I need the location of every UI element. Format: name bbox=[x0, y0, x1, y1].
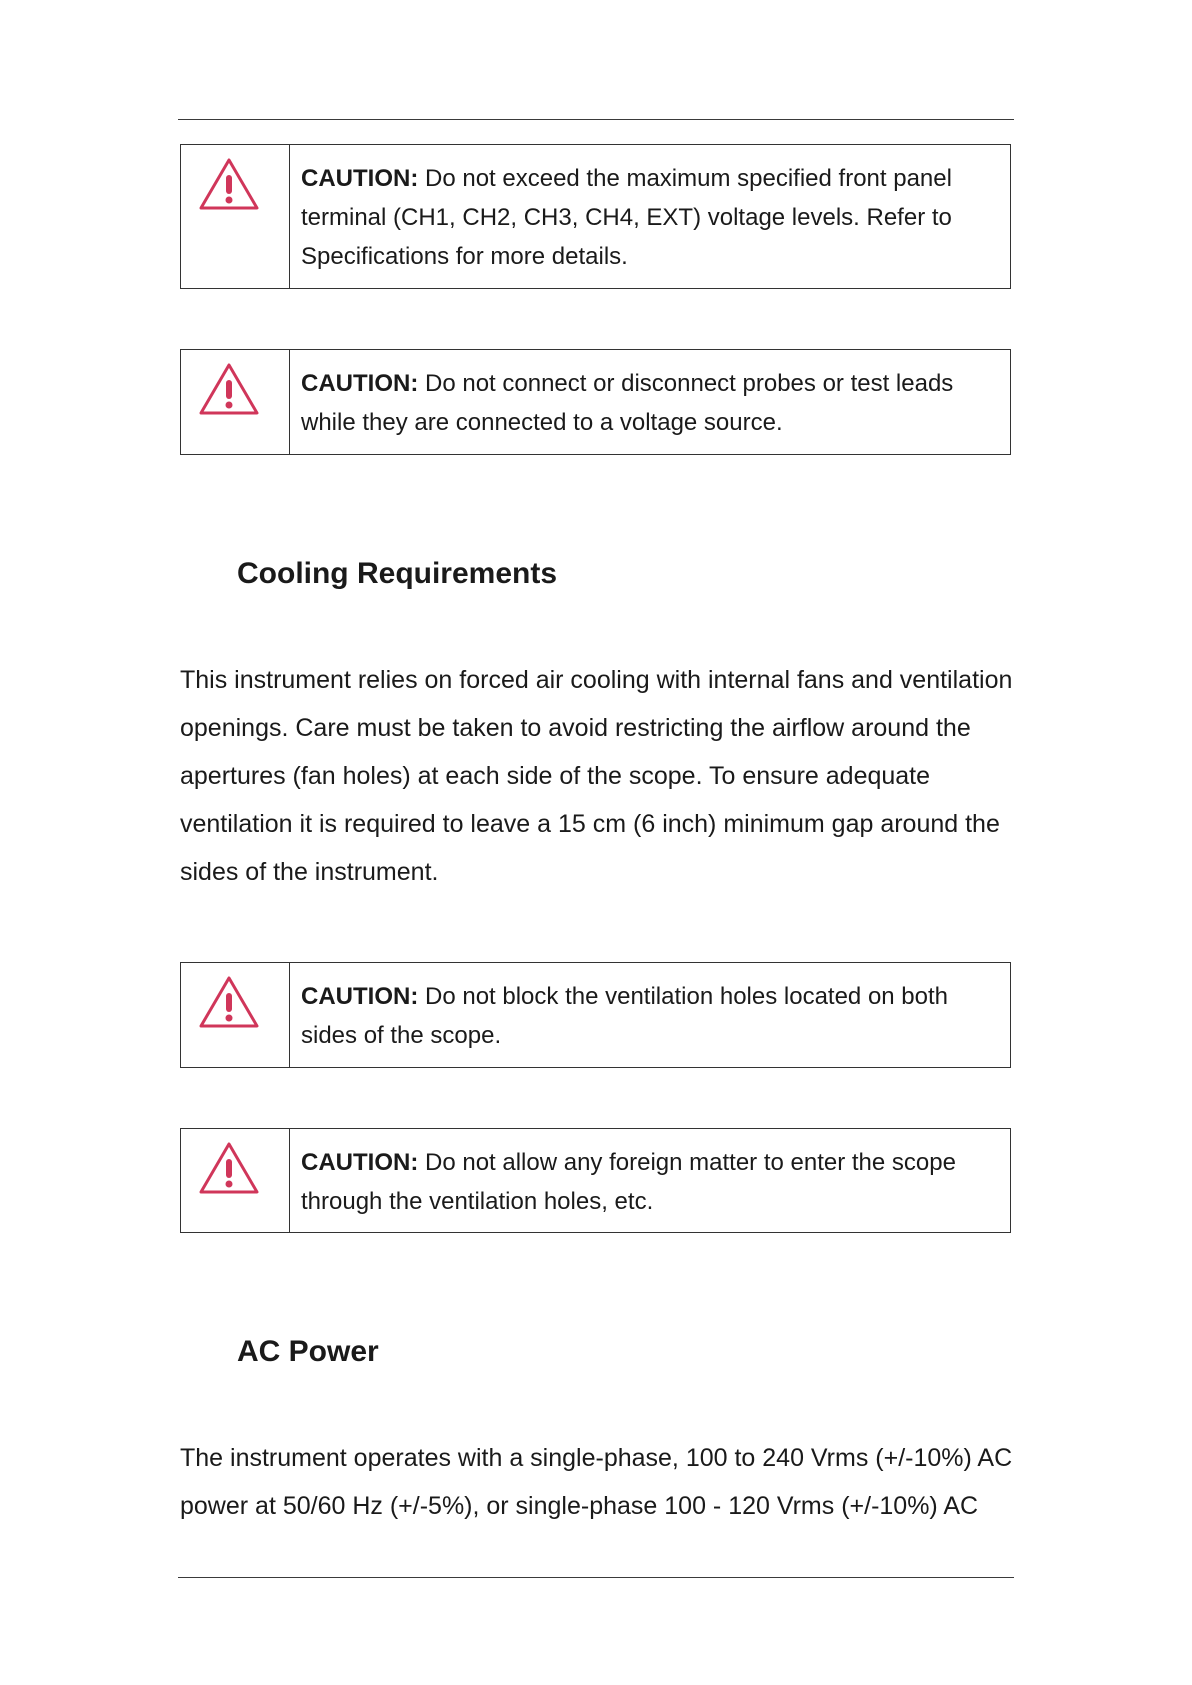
cooling-paragraph: This instrument relies on forced air cooling with internal fans and ventilation openings. Care must be taken to avoid restricting the airflow around the apertures (fan holes) at each side of the scope. To ensure adequate ventilation it is required to leave a 15 cm (6 inch) minimum gap around the sides of the instrument. bbox=[180, 666, 1013, 886]
caution-icon-cell bbox=[181, 145, 290, 288]
ac-power-paragraph: The instrument operates with a single-phase, 100 to 240 Vrms (+/-10%) AC power at 50/60 Hz (+/-5%), or single-phase 100 - 120 Vrms (+/-10%) AC bbox=[180, 1444, 1013, 1520]
caution-box bbox=[180, 144, 1011, 289]
caution-label: CAUTION: bbox=[301, 370, 419, 397]
header-rule bbox=[178, 119, 1014, 120]
caution-text bbox=[290, 963, 1010, 1067]
warning-triangle-icon bbox=[198, 1141, 260, 1195]
caution-message: Do not exceed the maximum specified front panel terminal (CH1, CH2, CH3, CH4, EXT) voltage levels. Refer to Specifications for more details. bbox=[301, 165, 952, 270]
caution-icon-cell bbox=[181, 1129, 290, 1232]
warning-triangle-icon bbox=[198, 362, 260, 416]
section-heading-cooling: Cooling Requirements bbox=[237, 557, 558, 590]
caution-icon-cell bbox=[181, 963, 290, 1067]
caution-message: Do not connect or disconnect probes or test leads while they are connected to a voltage source. bbox=[301, 370, 954, 436]
caution-text bbox=[290, 350, 1010, 454]
caution-label: CAUTION: bbox=[301, 983, 419, 1010]
warning-triangle-icon bbox=[198, 157, 260, 211]
section-heading-ac-power: AC Power bbox=[237, 1335, 379, 1368]
caution-box bbox=[180, 962, 1011, 1068]
caution-text bbox=[290, 1129, 1010, 1232]
caution-label: CAUTION: bbox=[301, 1149, 419, 1176]
caution-message: Do not block the ventilation holes located on both sides of the scope. bbox=[301, 983, 949, 1049]
caution-box bbox=[180, 349, 1011, 455]
caution-message: Do not allow any foreign matter to enter the scope through the ventilation holes, etc. bbox=[301, 1149, 956, 1215]
caution-icon-cell bbox=[181, 350, 290, 454]
warning-triangle-icon bbox=[198, 975, 260, 1029]
caution-text bbox=[290, 145, 1010, 288]
footer-rule bbox=[178, 1577, 1014, 1578]
caution-box bbox=[180, 1128, 1011, 1233]
caution-label: CAUTION: bbox=[301, 165, 419, 192]
